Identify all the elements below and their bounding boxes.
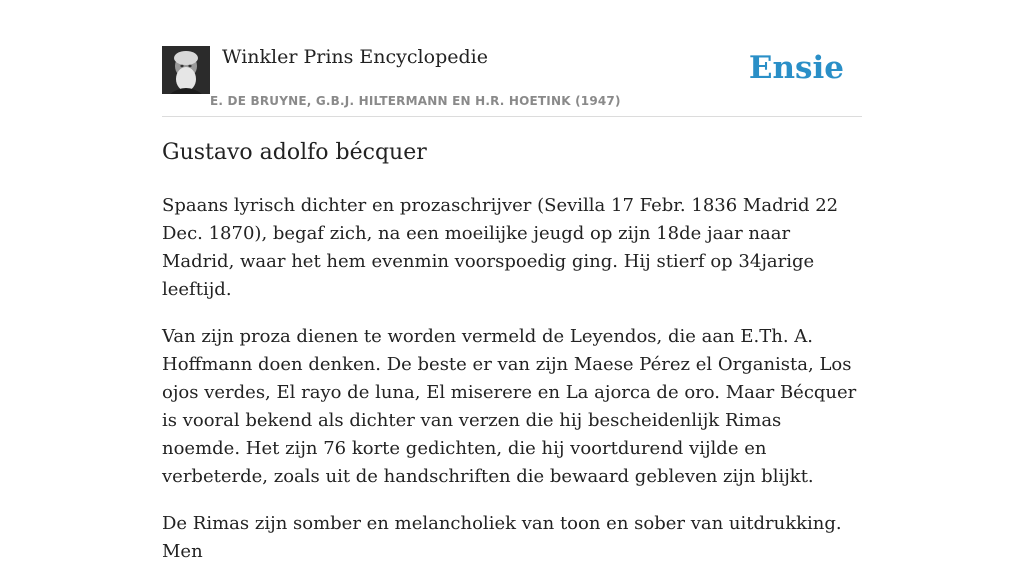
paragraph: De Rimas zijn somber en melancholiek van toon en sober van uitdrukking. Men xyxy=(162,513,842,562)
author-avatar[interactable] xyxy=(162,46,210,94)
article-title: Gustavo adolfo bécquer xyxy=(162,140,427,165)
author-portrait-icon xyxy=(162,46,210,94)
authors-line: E. DE BRUYNE, G.B.J. HILTERMANN EN H.R. HOETINK (1947) xyxy=(210,94,621,108)
paragraph: Spaans lyrisch dichter en prozaschrijver (Sevilla 17 Febr. 1836 Madrid 22 Dec. 1870), begaf zich, na een moeilijke jeugd op zijn 18de jaar naar Madrid, waar het hem evenmin voorspoedig ging. Hij stierf op 34jarige leeftijd. xyxy=(162,195,839,300)
publication-title[interactable]: Winkler Prins Encyclopedie xyxy=(222,46,488,68)
paragraph: Van zijn proza dienen te worden vermeld de Leyendos, die aan E.Th. A. Hoffmann doen denken. De beste er van zijn Maese Pérez el Organista, Los ojos verdes, El rayo de luna, El miserere en La ajorca de oro. Maar Bécquer is vooral bekend als dichter van verzen die hij bescheidenlijk Rimas noemde. Het zijn 76 korte gedichten, die hij voortdurend vijlde en verbeterde, zoals uit de handschriften die bewaard gebleven zijn blijkt. xyxy=(162,326,857,487)
header xyxy=(162,44,862,117)
article-body xyxy=(162,192,862,585)
site-logo[interactable]: Ensie xyxy=(748,50,844,86)
